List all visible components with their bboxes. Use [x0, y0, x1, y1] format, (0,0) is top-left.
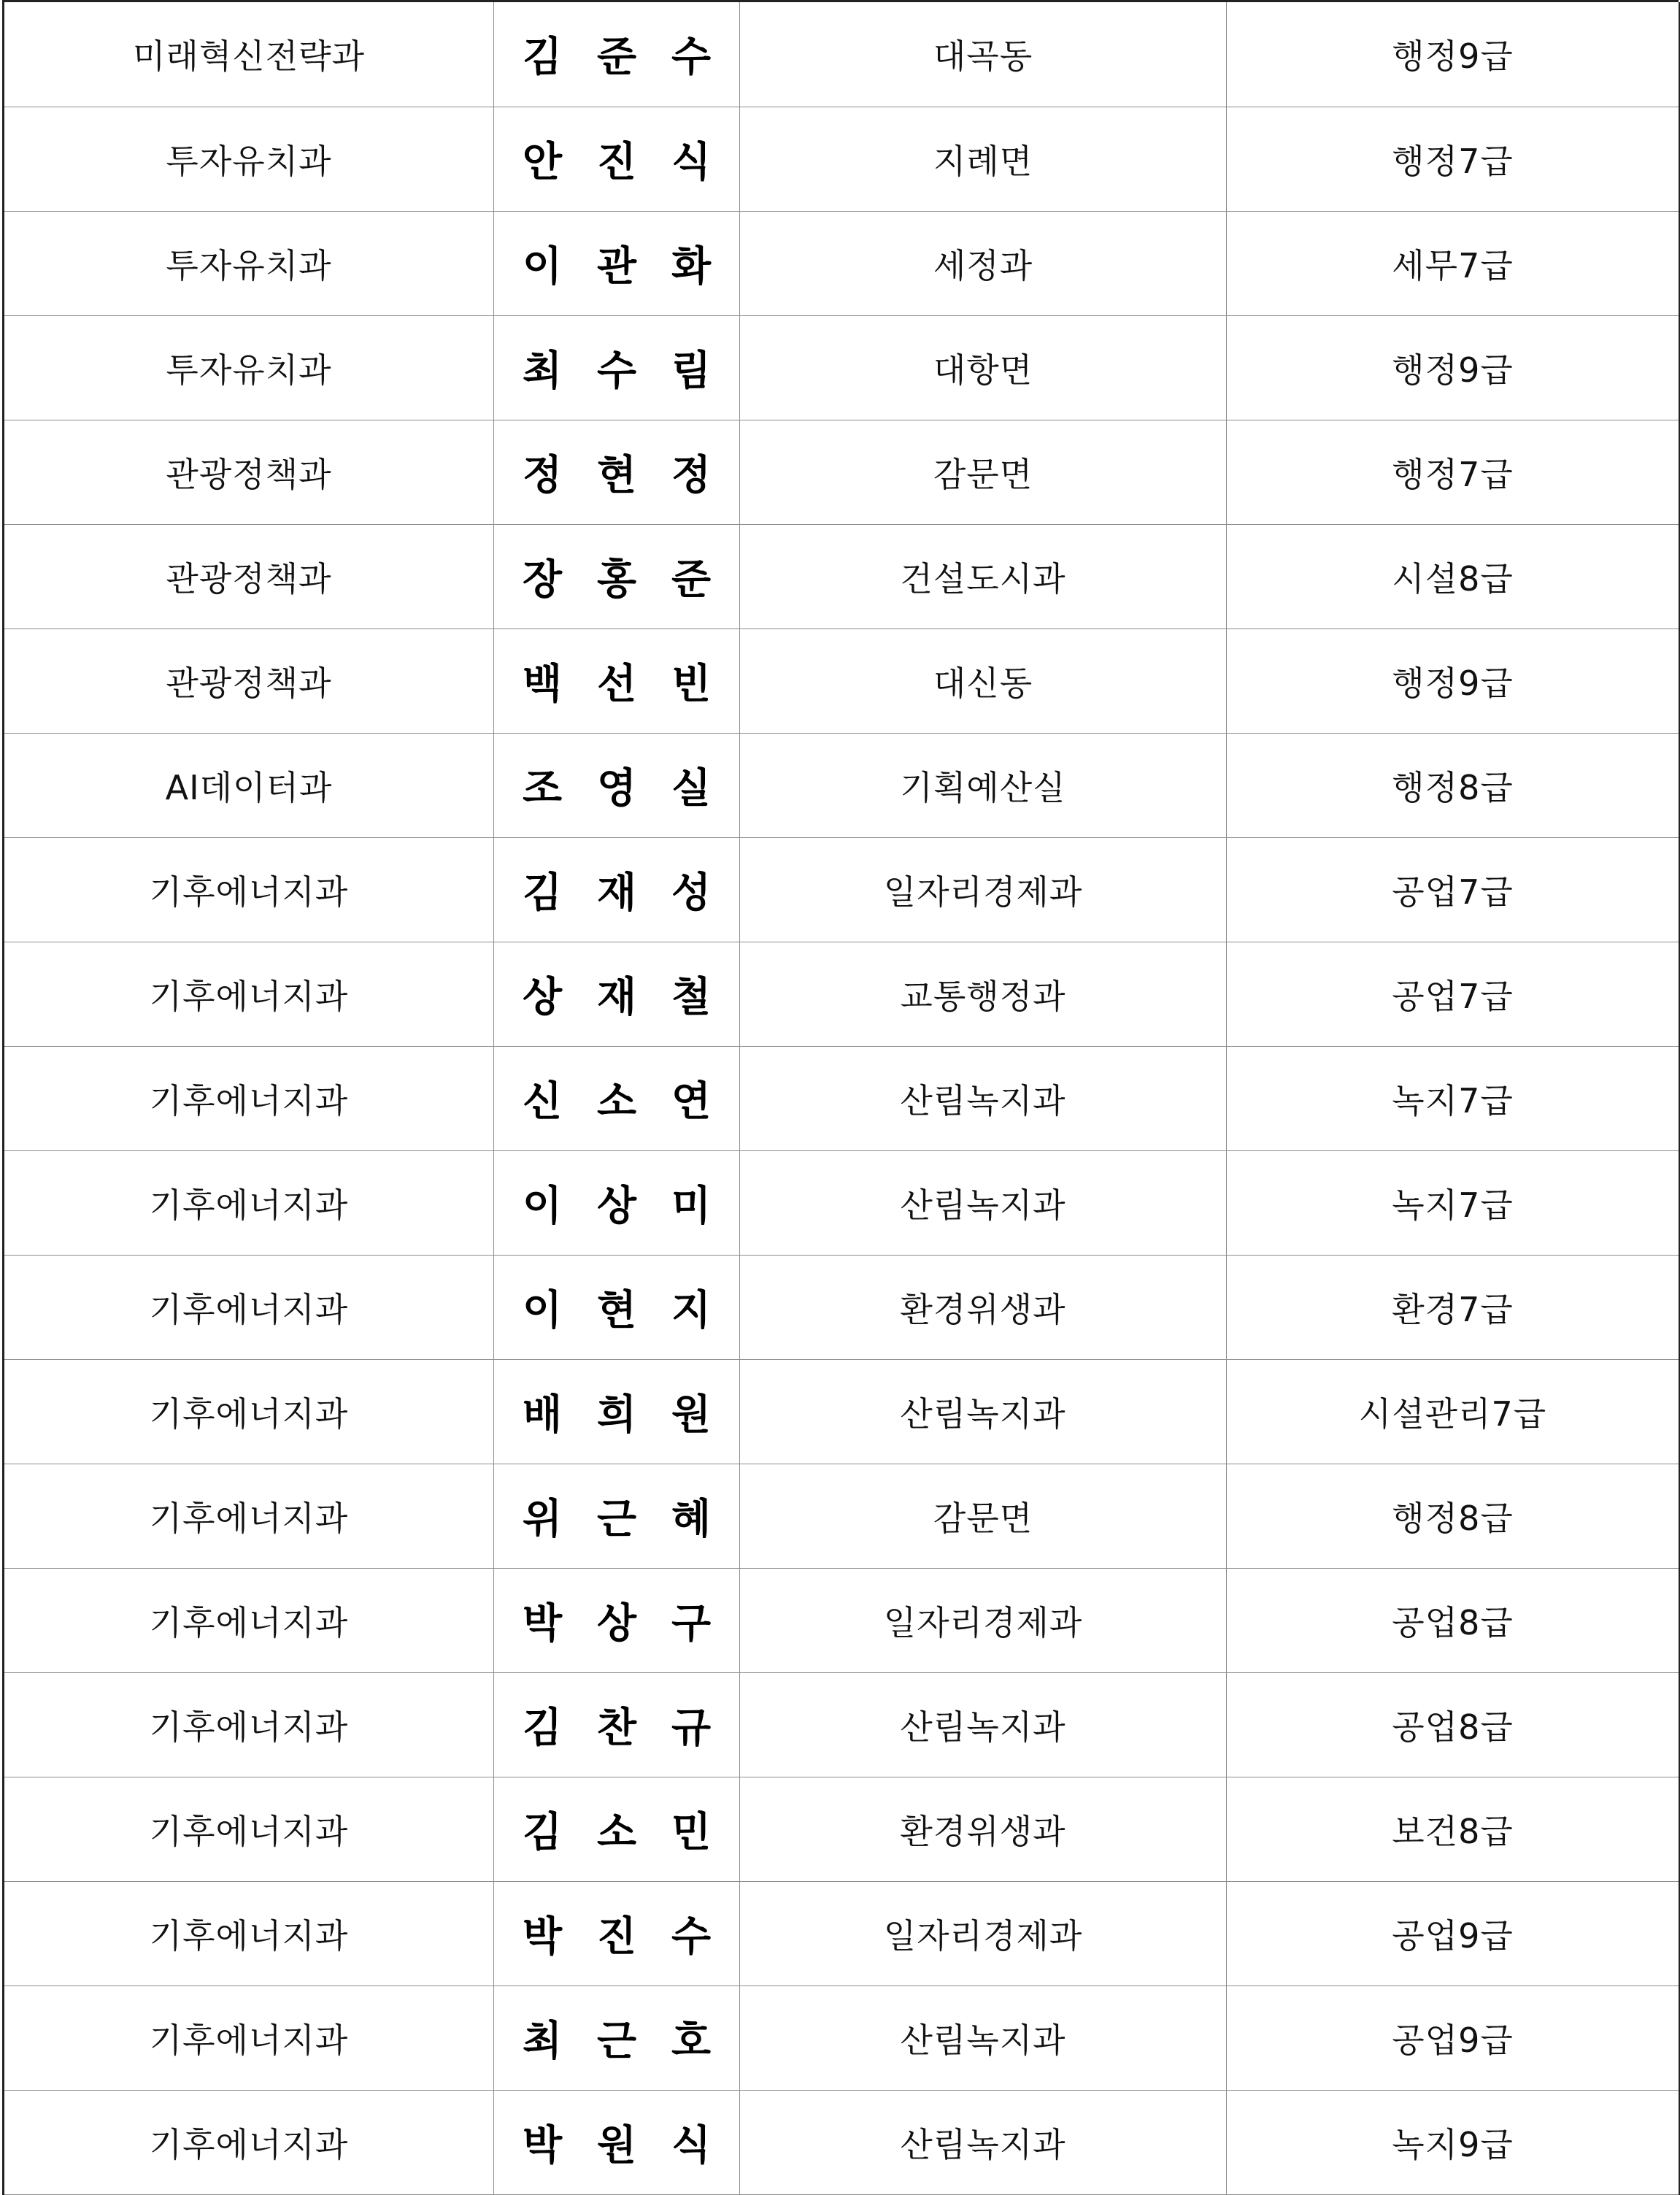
employee-name-char: 진 [596, 137, 637, 186]
table-row [4, 1986, 1680, 2090]
employee-name-cell [494, 211, 740, 315]
employee-name-char: 재 [596, 868, 637, 917]
employee-name-cell [494, 1881, 740, 1986]
employee-name-cell [494, 837, 740, 942]
previous-post-cell: 교통행정과 [740, 942, 1227, 1046]
employee-name-char: 박 [522, 1912, 563, 1961]
employee-name-char: 재 [596, 972, 637, 1021]
employee-name-cell [494, 1046, 740, 1150]
employee-name-char: 희 [596, 1390, 637, 1439]
employee-name-char: 위 [522, 1494, 563, 1543]
table-row [4, 1672, 1680, 1777]
previous-post-cell: 감문면 [740, 420, 1227, 524]
department-cell: 미래혁신전략과 [4, 2, 494, 107]
department-cell: 기후에너지과 [4, 837, 494, 942]
previous-post-cell: 대신동 [740, 628, 1227, 733]
department-cell: 관광정책과 [4, 420, 494, 524]
department-cell: 기후에너지과 [4, 1255, 494, 1359]
employee-name-char: 배 [522, 1390, 563, 1439]
previous-post-cell: 감문면 [740, 1464, 1227, 1568]
employee-name-char: 철 [671, 972, 712, 1021]
previous-post-cell: 지례면 [740, 107, 1227, 211]
employee-name-cell [494, 107, 740, 211]
employee-name-char: 미 [671, 1181, 712, 1230]
employee-name-cell [494, 628, 740, 733]
employee-name-char: 호 [671, 2016, 712, 2065]
job-grade-cell: 행정7급 [1227, 107, 1680, 211]
table-row [4, 2, 1680, 107]
employee-name-char: 소 [596, 1807, 637, 1856]
department-cell: 투자유치과 [4, 107, 494, 211]
employee-name-char: 화 [671, 242, 712, 291]
table-row [4, 524, 1680, 628]
department-cell: 기후에너지과 [4, 1568, 494, 1672]
employee-name-char: 근 [596, 1494, 637, 1543]
department-cell: 기후에너지과 [4, 1986, 494, 2090]
department-cell: 기후에너지과 [4, 1881, 494, 1986]
previous-post-cell: 세정과 [740, 211, 1227, 315]
job-grade-cell: 공업7급 [1227, 837, 1680, 942]
employee-name-char: 찬 [596, 1703, 637, 1752]
employee-name-char: 혜 [671, 1494, 712, 1543]
employee-name-cell [494, 1777, 740, 1881]
previous-post-cell: 환경위생과 [740, 1777, 1227, 1881]
employee-name-char: 성 [671, 868, 712, 917]
employee-name-char: 최 [522, 346, 563, 395]
employee-name-char: 김 [522, 1703, 563, 1752]
job-grade-cell: 행정8급 [1227, 1464, 1680, 1568]
job-grade-cell: 보건8급 [1227, 1777, 1680, 1881]
employee-name-cell [494, 1986, 740, 2090]
job-grade-cell: 공업8급 [1227, 1568, 1680, 1672]
job-grade-cell: 녹지9급 [1227, 2090, 1680, 2194]
employee-name-char: 안 [522, 137, 563, 186]
employee-name-cell [494, 1464, 740, 1568]
employee-name-char: 빈 [671, 659, 712, 708]
department-cell: 관광정책과 [4, 524, 494, 628]
previous-post-cell: 산림녹지과 [740, 2090, 1227, 2194]
previous-post-cell: 일자리경제과 [740, 1568, 1227, 1672]
personnel-table [2, 2, 1680, 2195]
job-grade-cell: 행정9급 [1227, 628, 1680, 733]
table-row [4, 1464, 1680, 1568]
employee-name-char: 김 [522, 1807, 563, 1856]
table-row [4, 1150, 1680, 1255]
department-cell: AI데이터과 [4, 733, 494, 837]
employee-name-char: 현 [596, 1285, 637, 1334]
employee-name-char: 김 [522, 868, 563, 917]
table-row [4, 1777, 1680, 1881]
job-grade-cell: 공업9급 [1227, 1986, 1680, 2090]
department-cell: 기후에너지과 [4, 1464, 494, 1568]
previous-post-cell: 기획예산실 [740, 733, 1227, 837]
employee-name-char: 연 [671, 1077, 712, 1126]
employee-name-char: 최 [522, 2016, 563, 2065]
employee-name-char: 상 [596, 1181, 637, 1230]
employee-name-cell [494, 315, 740, 420]
employee-name-char: 수 [596, 346, 637, 395]
job-grade-cell: 공업8급 [1227, 1672, 1680, 1777]
previous-post-cell: 산림녹지과 [740, 1986, 1227, 2090]
employee-name-char: 관 [596, 242, 637, 291]
table-row [4, 107, 1680, 211]
previous-post-cell: 산림녹지과 [740, 1359, 1227, 1464]
table-row [4, 2090, 1680, 2194]
job-grade-cell: 행정8급 [1227, 733, 1680, 837]
previous-post-cell: 건설도시과 [740, 524, 1227, 628]
employee-name-char: 이 [522, 1181, 563, 1230]
department-cell: 투자유치과 [4, 315, 494, 420]
previous-post-cell: 산림녹지과 [740, 1046, 1227, 1150]
personnel-table-body [4, 2, 1680, 2194]
employee-name-char: 조 [522, 764, 563, 812]
previous-post-cell: 산림녹지과 [740, 1672, 1227, 1777]
employee-name-char: 진 [596, 1912, 637, 1961]
department-cell: 기후에너지과 [4, 1359, 494, 1464]
employee-name-char: 김 [522, 33, 563, 82]
employee-name-char: 수 [671, 33, 712, 82]
employee-name-char: 규 [671, 1703, 712, 1752]
job-grade-cell: 행정9급 [1227, 2, 1680, 107]
employee-name-char: 박 [522, 2121, 563, 2169]
table-row [4, 1568, 1680, 1672]
table-row [4, 1359, 1680, 1464]
employee-name-char: 원 [596, 2121, 637, 2169]
employee-name-char: 정 [522, 450, 563, 499]
job-grade-cell: 시설관리7급 [1227, 1359, 1680, 1464]
employee-name-char: 백 [522, 659, 563, 708]
job-grade-cell: 공업7급 [1227, 942, 1680, 1046]
employee-name-cell [494, 1359, 740, 1464]
table-row [4, 1881, 1680, 1986]
job-grade-cell: 세무7급 [1227, 211, 1680, 315]
employee-name-char: 식 [671, 2121, 712, 2169]
table-row [4, 837, 1680, 942]
employee-name-cell [494, 733, 740, 837]
job-grade-cell: 공업9급 [1227, 1881, 1680, 1986]
employee-name-char: 신 [522, 1077, 563, 1126]
employee-name-char: 이 [522, 242, 563, 291]
previous-post-cell: 대곡동 [740, 2, 1227, 107]
employee-name-char: 실 [671, 764, 712, 812]
table-row [4, 1046, 1680, 1150]
employee-name-cell [494, 1150, 740, 1255]
employee-name-char: 장 [522, 555, 563, 604]
employee-name-char: 민 [671, 1807, 712, 1856]
employee-name-char: 선 [596, 659, 637, 708]
employee-name-char: 이 [522, 1285, 563, 1334]
employee-name-char: 식 [671, 137, 712, 186]
job-grade-cell: 행정7급 [1227, 420, 1680, 524]
previous-post-cell: 산림녹지과 [740, 1150, 1227, 1255]
employee-name-cell [494, 1672, 740, 1777]
employee-name-char: 현 [596, 450, 637, 499]
employee-name-char: 소 [596, 1077, 637, 1126]
job-grade-cell: 녹지7급 [1227, 1046, 1680, 1150]
employee-name-char: 수 [671, 1912, 712, 1961]
employee-name-char: 지 [671, 1285, 712, 1334]
employee-name-char: 정 [671, 450, 712, 499]
employee-name-char: 박 [522, 1599, 563, 1648]
department-cell: 투자유치과 [4, 211, 494, 315]
employee-name-char: 구 [671, 1599, 712, 1648]
job-grade-cell: 시설8급 [1227, 524, 1680, 628]
employee-name-cell [494, 420, 740, 524]
employee-name-char: 준 [671, 555, 712, 604]
job-grade-cell: 녹지7급 [1227, 1150, 1680, 1255]
employee-name-char: 원 [671, 1390, 712, 1439]
previous-post-cell: 일자리경제과 [740, 1881, 1227, 1986]
job-grade-cell: 행정9급 [1227, 315, 1680, 420]
previous-post-cell: 환경위생과 [740, 1255, 1227, 1359]
employee-name-cell [494, 2, 740, 107]
department-cell: 기후에너지과 [4, 1777, 494, 1881]
department-cell: 기후에너지과 [4, 2090, 494, 2194]
employee-name-char: 영 [596, 764, 637, 812]
job-grade-cell: 환경7급 [1227, 1255, 1680, 1359]
department-cell: 기후에너지과 [4, 1150, 494, 1255]
employee-name-char: 상 [596, 1599, 637, 1648]
employee-name-cell [494, 1568, 740, 1672]
table-row [4, 942, 1680, 1046]
department-cell: 기후에너지과 [4, 942, 494, 1046]
employee-name-cell [494, 2090, 740, 2194]
table-row [4, 315, 1680, 420]
previous-post-cell: 일자리경제과 [740, 837, 1227, 942]
department-cell: 기후에너지과 [4, 1672, 494, 1777]
table-row [4, 211, 1680, 315]
employee-name-cell [494, 942, 740, 1046]
employee-name-cell [494, 524, 740, 628]
previous-post-cell: 대항면 [740, 315, 1227, 420]
employee-name-cell [494, 1255, 740, 1359]
employee-name-char: 홍 [596, 555, 637, 604]
department-cell: 기후에너지과 [4, 1046, 494, 1150]
table-row [4, 628, 1680, 733]
employee-name-char: 상 [522, 972, 563, 1021]
table-row [4, 420, 1680, 524]
table-row [4, 733, 1680, 837]
employee-name-char: 림 [671, 346, 712, 395]
employee-name-char: 준 [596, 33, 637, 82]
table-row [4, 1255, 1680, 1359]
employee-name-char: 근 [596, 2016, 637, 2065]
department-cell: 관광정책과 [4, 628, 494, 733]
